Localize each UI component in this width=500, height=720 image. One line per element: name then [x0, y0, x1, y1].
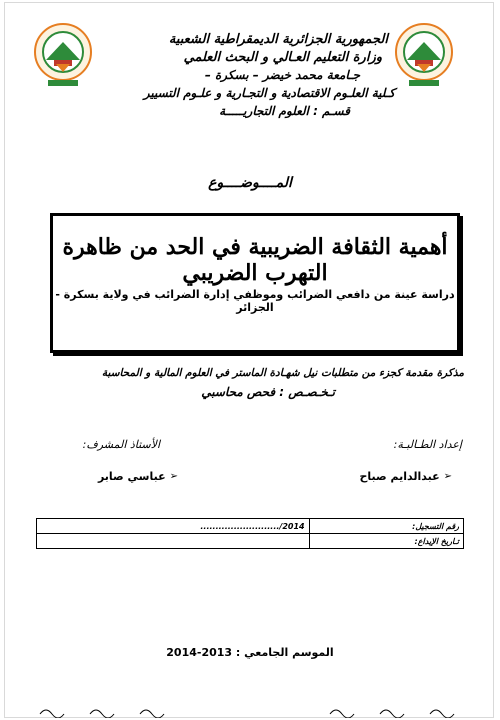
memo-description: مذكرة مقدمة كجزء من متطلبات نيل شهـادة الماستر في العلوم المالية و المحاسبة	[101, 367, 464, 379]
republic-line: الجمهورية الجزائرية الديمقراطية الشعبية	[168, 32, 388, 47]
reg-number-value: ........................../2014	[37, 519, 310, 534]
supervisor-entry	[98, 470, 178, 483]
student-name: عبدالدايم صباح	[359, 470, 440, 483]
topic-label: المــــوضــــوع	[208, 175, 292, 191]
department-line: قسـم : العلوم التجاريـــــة	[219, 104, 350, 118]
student-label: إعداد الطـالبـة:	[393, 438, 462, 451]
deposit-date-label: تـاريخ الإيداع:	[309, 534, 463, 549]
university-line: جـامعة محمد خيضر – بسكرة –	[204, 68, 360, 82]
reg-number-label: رقم التسجيل:	[309, 519, 463, 534]
faculty-line: كـلية العلـوم الاقتصادية و التجـارية و علـوم التسيير	[143, 86, 395, 100]
arrow-bullet-icon: ➢	[169, 471, 178, 482]
supervisor-name: عباسي صابر	[97, 470, 166, 483]
supervisor-label: الأستاذ المشرف:	[82, 438, 160, 451]
student-entry	[359, 470, 452, 483]
table-row	[37, 519, 464, 534]
specialty-line: تـخـصـص : فحص محاسبي	[201, 385, 335, 399]
university-logo-right	[393, 20, 455, 90]
thesis-title: أهمية الثقافة الضريبية في الحد من ظاهرة التهرب الضريبي	[62, 234, 448, 286]
table-row	[37, 534, 464, 549]
arrow-bullet-icon: ➢	[443, 471, 452, 482]
academic-year: الموسم الجامعي : 2013-2014	[166, 646, 334, 659]
thesis-subtitle: دراسة عينة من دافعي الضرائب وموظفي إدارة الضرائب في ولاية بسكرة - الجزائر	[55, 288, 455, 314]
university-logo-left	[32, 20, 94, 90]
bottom-ornament	[30, 704, 470, 718]
deposit-date-value	[37, 534, 310, 549]
title-box	[50, 213, 460, 353]
registration-table	[36, 518, 464, 549]
ministry-line: وزارة التعليم العـالي و البحث العلمي	[183, 50, 382, 65]
